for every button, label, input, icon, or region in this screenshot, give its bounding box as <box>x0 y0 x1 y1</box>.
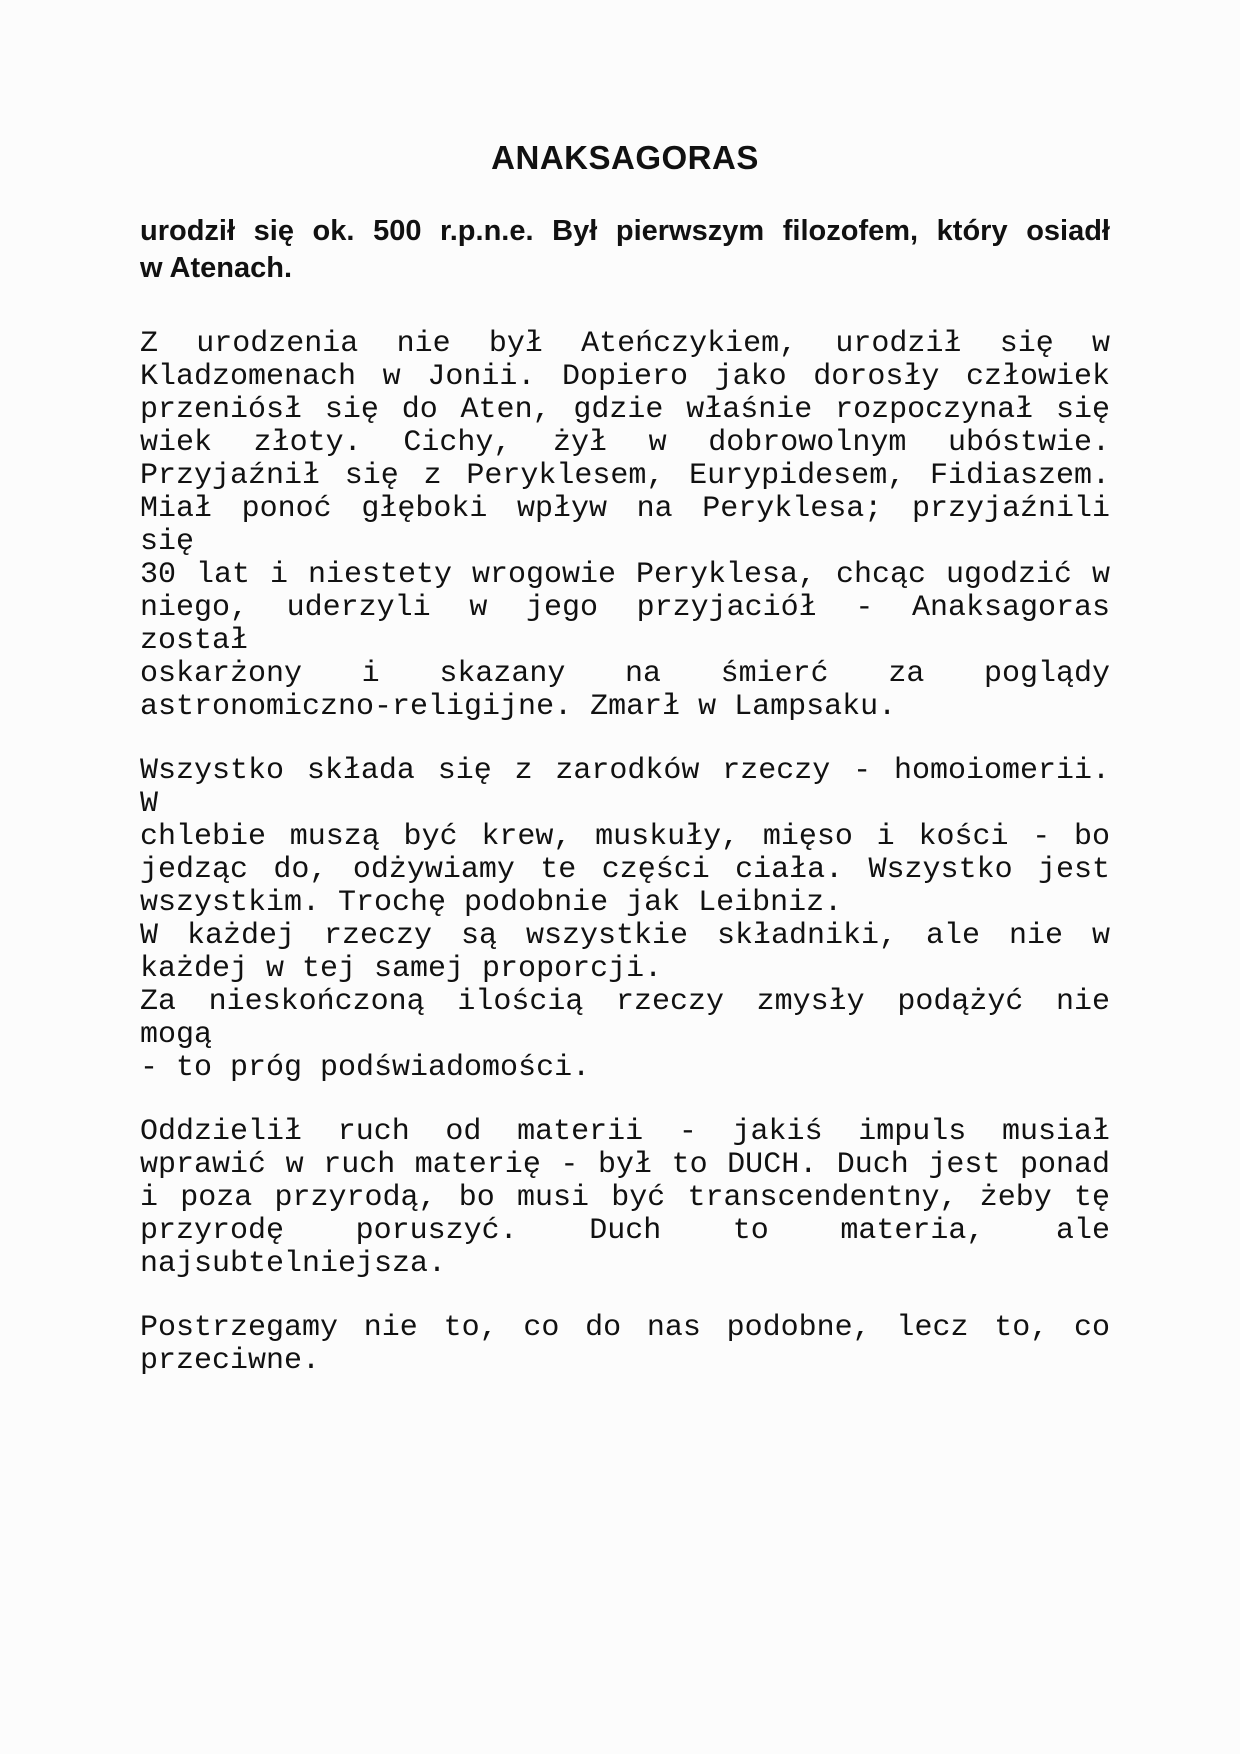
text-line: - to próg podświadomości. <box>140 1051 591 1085</box>
text-line: Przyjaźnił się z Peryklesem, Eurypidesem, Fidiaszem. <box>140 459 1110 493</box>
text-line: chlebie muszą być krew, muskuły, mięso i kości - bo <box>140 820 1110 854</box>
text-line: niego, uderzyli w jego przyjaciół - Anaksagoras został <box>140 591 1110 658</box>
intro-line: w Atenach. <box>140 252 293 284</box>
text-line: wszystkim. Trochę podobnie jak Leibniz. <box>140 886 843 920</box>
text-line: każdej w tej samej proporcji. <box>140 952 663 986</box>
text-line: przyrodę poruszyć. Duch to materia, ale <box>140 1214 1110 1248</box>
paragraph <box>140 1116 1110 1281</box>
text-line: przeniósł się do Aten, gdzie właśnie rozpoczynał się <box>140 393 1110 427</box>
text-line: przeciwne. <box>140 1344 321 1378</box>
text-line: wiek złoty. Cichy, żył w dobrowolnym ubóstwie. <box>140 426 1110 460</box>
text-line: Miał ponoć głęboki wpływ na Peryklesa; przyjaźnili się <box>140 492 1110 559</box>
text-line: Za nieskończoną ilością rzeczy zmysły podążyć nie mogą <box>140 985 1110 1052</box>
text-line: Kladzomenach w Jonii. Dopiero jako dorosły człowiek <box>140 360 1110 394</box>
text-line: Wszystko składa się z zarodków rzeczy - homoiomerii. W <box>140 754 1110 821</box>
text-line: Z urodzenia nie był Ateńczykiem, urodził się w <box>140 327 1110 361</box>
paragraph <box>140 755 1110 920</box>
text-line: 30 lat i niestety wrogowie Peryklesa, chcąc ugodzić w <box>140 558 1110 592</box>
text-line: Postrzegamy nie to, co do nas podobne, lecz to, co <box>140 1311 1110 1345</box>
paragraph <box>140 986 1110 1085</box>
text-line: najsubtelniejsza. <box>140 1247 447 1281</box>
text-line: W każdej rzeczy są wszystkie składniki, ale nie w <box>140 919 1110 953</box>
paragraph <box>140 328 1110 724</box>
document-body <box>140 328 1110 1378</box>
intro-line: urodził się ok. 500 r.p.n.e. Był pierwszym filozofem, który osiadł <box>140 215 1110 247</box>
document-title: ANAKSAGORAS <box>491 139 759 176</box>
text-line: wprawić w ruch materię - był to DUCH. Duch jest ponad <box>140 1148 1110 1182</box>
text-line: Oddzielił ruch od materii - jakiś impuls musiał <box>140 1115 1110 1149</box>
intro-paragraph <box>140 213 1110 287</box>
text-line: jedząc do, odżywiamy te części ciała. Wszystko jest <box>140 853 1110 887</box>
text-line: astronomiczno-religijne. Zmarł w Lampsaku. <box>140 690 897 724</box>
text-line: oskarżony i skazany na śmierć za poglądy <box>140 657 1110 691</box>
text-line: i poza przyrodą, bo musi być transcendentny, żeby tę <box>140 1181 1110 1215</box>
paragraph <box>140 1312 1110 1378</box>
paragraph <box>140 920 1110 986</box>
